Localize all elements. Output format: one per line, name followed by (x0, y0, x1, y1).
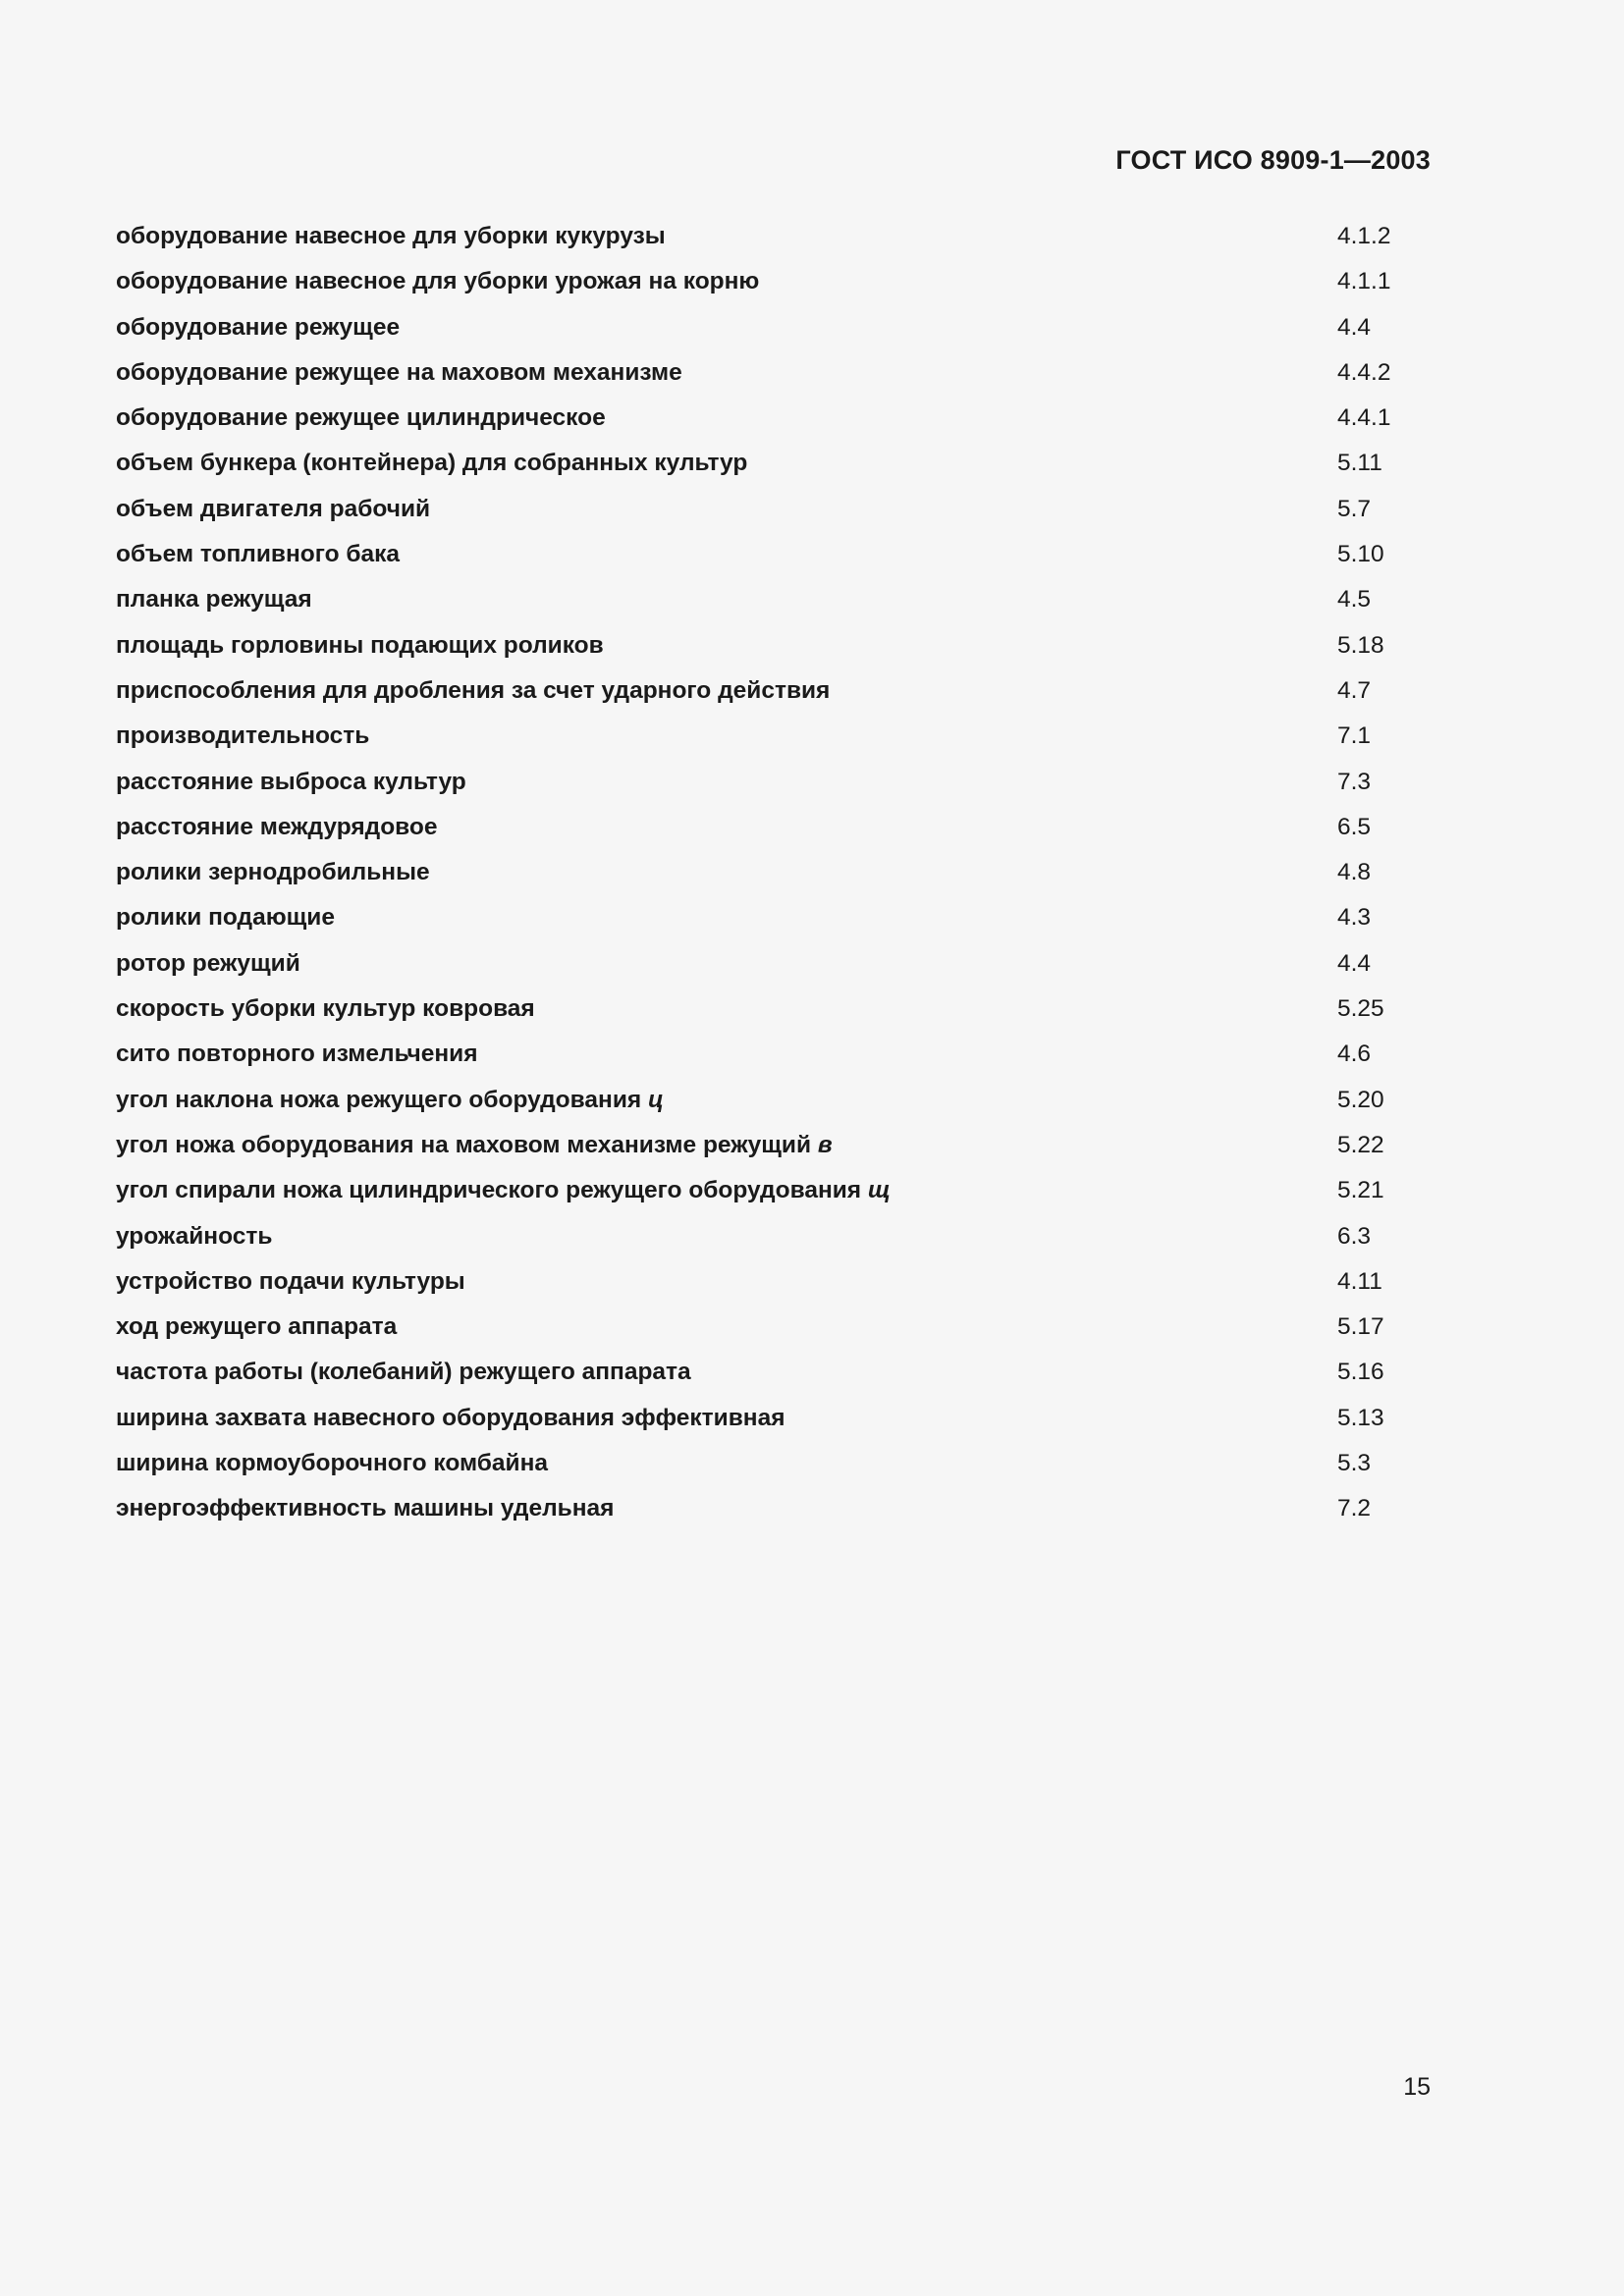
index-entry (116, 631, 1432, 676)
index-term (116, 403, 606, 433)
index-section-ref: 5.17 (1337, 1313, 1384, 1341)
index-term (116, 1358, 691, 1387)
index-section-ref: 6.5 (1337, 813, 1372, 840)
index-term (116, 631, 604, 661)
index-term (116, 585, 312, 614)
index-term (116, 1086, 664, 1115)
index-term (116, 994, 535, 1024)
index-entry (116, 585, 1432, 630)
index-section-ref: 5.16 (1337, 1359, 1384, 1386)
index-entry (116, 1222, 1432, 1267)
index-term-text: объем топливного бака (116, 541, 401, 568)
index-entry (116, 267, 1432, 312)
index-term (116, 222, 666, 251)
index-term-text: ролики зернодробильные (116, 859, 430, 886)
index-term-text: ширина кормоуборочного комбайна (116, 1450, 549, 1477)
index-term-text: оборудование режущее (116, 313, 401, 341)
index-section-ref: 5.22 (1337, 1131, 1384, 1158)
index-term-symbol: в (817, 1131, 833, 1158)
index-term-text: площадь горловины подающих роликов (116, 631, 604, 659)
index-term (116, 495, 430, 524)
index-entry (116, 222, 1432, 267)
index-section-ref: 5.7 (1337, 495, 1372, 522)
index-term (116, 449, 747, 478)
index-section-ref: 4.11 (1337, 1267, 1382, 1295)
index-section-ref: 7.2 (1337, 1495, 1372, 1522)
index-term (116, 676, 830, 706)
index-section-ref: 4.6 (1337, 1041, 1372, 1068)
index-term (116, 858, 430, 887)
index-entry (116, 1494, 1432, 1539)
index-term (116, 358, 682, 388)
index-term-text: объем двигателя рабочий (116, 495, 431, 522)
index-term-text: сито повторного измельчения (116, 1041, 478, 1068)
index-term (116, 1404, 785, 1433)
index-entry (116, 1358, 1432, 1403)
index-entry (116, 449, 1432, 494)
index-term-text: скорость уборки культур ковровая (116, 995, 535, 1023)
index-term-text: устройство подачи культуры (116, 1267, 465, 1295)
index-entry (116, 403, 1432, 449)
index-entry (116, 1312, 1432, 1358)
index-section-ref: 4.4.1 (1337, 404, 1391, 432)
index-entry (116, 858, 1432, 903)
index-section-ref: 4.4 (1337, 313, 1372, 341)
index-term (116, 903, 335, 933)
index-entry (116, 768, 1432, 813)
index-term-text: производительность (116, 722, 370, 750)
index-term (116, 1449, 548, 1478)
index-term (116, 267, 759, 296)
index-section-ref: 5.18 (1337, 631, 1384, 659)
index-term-text: ролики подающие (116, 904, 335, 932)
index-term-text: расстояние выброса культур (116, 768, 466, 795)
index-term-text: приспособления для дробления за счет ударного действия (116, 676, 831, 704)
index-term-text: угол ножа оборудования на маховом механизме режущий (116, 1131, 812, 1158)
index-term-text: ширина захвата навесного оборудования эффективная (116, 1404, 785, 1431)
index-entry (116, 813, 1432, 858)
index-term-symbol: щ (867, 1177, 891, 1204)
index-term-text: оборудование навесное для уборки урожая на корню (116, 268, 760, 295)
index-section-ref: 5.21 (1337, 1177, 1384, 1204)
index-section-ref: 4.1.1 (1337, 268, 1391, 295)
index-section-ref: 5.11 (1337, 450, 1382, 477)
index-section-ref: 4.4 (1337, 949, 1372, 977)
index-section-ref: 5.25 (1337, 995, 1384, 1023)
index-term-text: угол наклона ножа режущего оборудования (116, 1086, 642, 1113)
index-term-text: оборудование навесное для уборки кукурузы (116, 223, 666, 249)
index-entry (116, 1449, 1432, 1494)
index-section-ref: 7.3 (1337, 768, 1372, 795)
index-section-ref: 4.7 (1337, 676, 1372, 704)
index-section-ref: 5.20 (1337, 1086, 1384, 1113)
index-section-ref: 5.10 (1337, 541, 1384, 568)
term-index-list (116, 222, 1432, 1540)
index-entry (116, 358, 1432, 403)
page-number: 15 (1403, 2073, 1431, 2101)
index-term-text: оборудование режущее цилиндрическое (116, 404, 606, 432)
index-entry (116, 903, 1432, 948)
index-section-ref: 4.8 (1337, 859, 1372, 886)
index-term-text: энергоэффективность машины удельная (116, 1495, 615, 1522)
index-entry (116, 721, 1432, 767)
index-section-ref: 6.3 (1337, 1222, 1372, 1250)
index-term (116, 1494, 614, 1523)
index-entry (116, 1267, 1432, 1312)
index-section-ref: 4.1.2 (1337, 223, 1391, 249)
index-term (116, 1312, 397, 1342)
index-entry (116, 1040, 1432, 1085)
index-entry (116, 540, 1432, 585)
index-entry (116, 1086, 1432, 1131)
index-term (116, 721, 369, 751)
index-term-text: оборудование режущее на маховом механизме (116, 358, 682, 386)
index-entry (116, 1404, 1432, 1449)
index-entry (116, 949, 1432, 994)
index-term-text: ход режущего аппарата (116, 1313, 398, 1341)
index-term-symbol: ц (647, 1086, 664, 1113)
index-section-ref: 5.13 (1337, 1404, 1384, 1431)
index-term (116, 813, 437, 842)
index-entry (116, 994, 1432, 1040)
index-term (116, 1040, 478, 1069)
index-term (116, 540, 400, 569)
index-section-ref: 5.3 (1337, 1450, 1372, 1477)
index-term (116, 1267, 465, 1297)
index-term (116, 1131, 833, 1160)
index-entry (116, 313, 1432, 358)
index-section-ref: 4.3 (1337, 904, 1372, 932)
index-term (116, 768, 466, 797)
index-term (116, 313, 400, 343)
index-term-text: угол спирали ножа цилиндрического режущего оборудования (116, 1177, 862, 1204)
index-section-ref: 4.4.2 (1337, 358, 1391, 386)
index-term-text: расстояние междурядовое (116, 813, 438, 840)
index-term (116, 1176, 891, 1205)
index-term-text: объем бункера (контейнера) для собранных культур (116, 450, 748, 477)
index-term (116, 1222, 272, 1252)
index-term-text: частота работы (колебаний) режущего аппарата (116, 1359, 691, 1386)
index-entry (116, 1176, 1432, 1221)
index-entry (116, 676, 1432, 721)
index-term-text: ротор режущий (116, 949, 300, 977)
document-header: ГОСТ ИСО 8909-1—2003 (1115, 145, 1431, 175)
index-entry (116, 495, 1432, 540)
index-section-ref: 4.5 (1337, 586, 1372, 614)
index-term (116, 949, 300, 979)
index-term-text: планка режущая (116, 586, 312, 614)
index-section-ref: 7.1 (1337, 722, 1372, 750)
index-entry (116, 1131, 1432, 1176)
index-term-text: урожайность (116, 1222, 273, 1250)
